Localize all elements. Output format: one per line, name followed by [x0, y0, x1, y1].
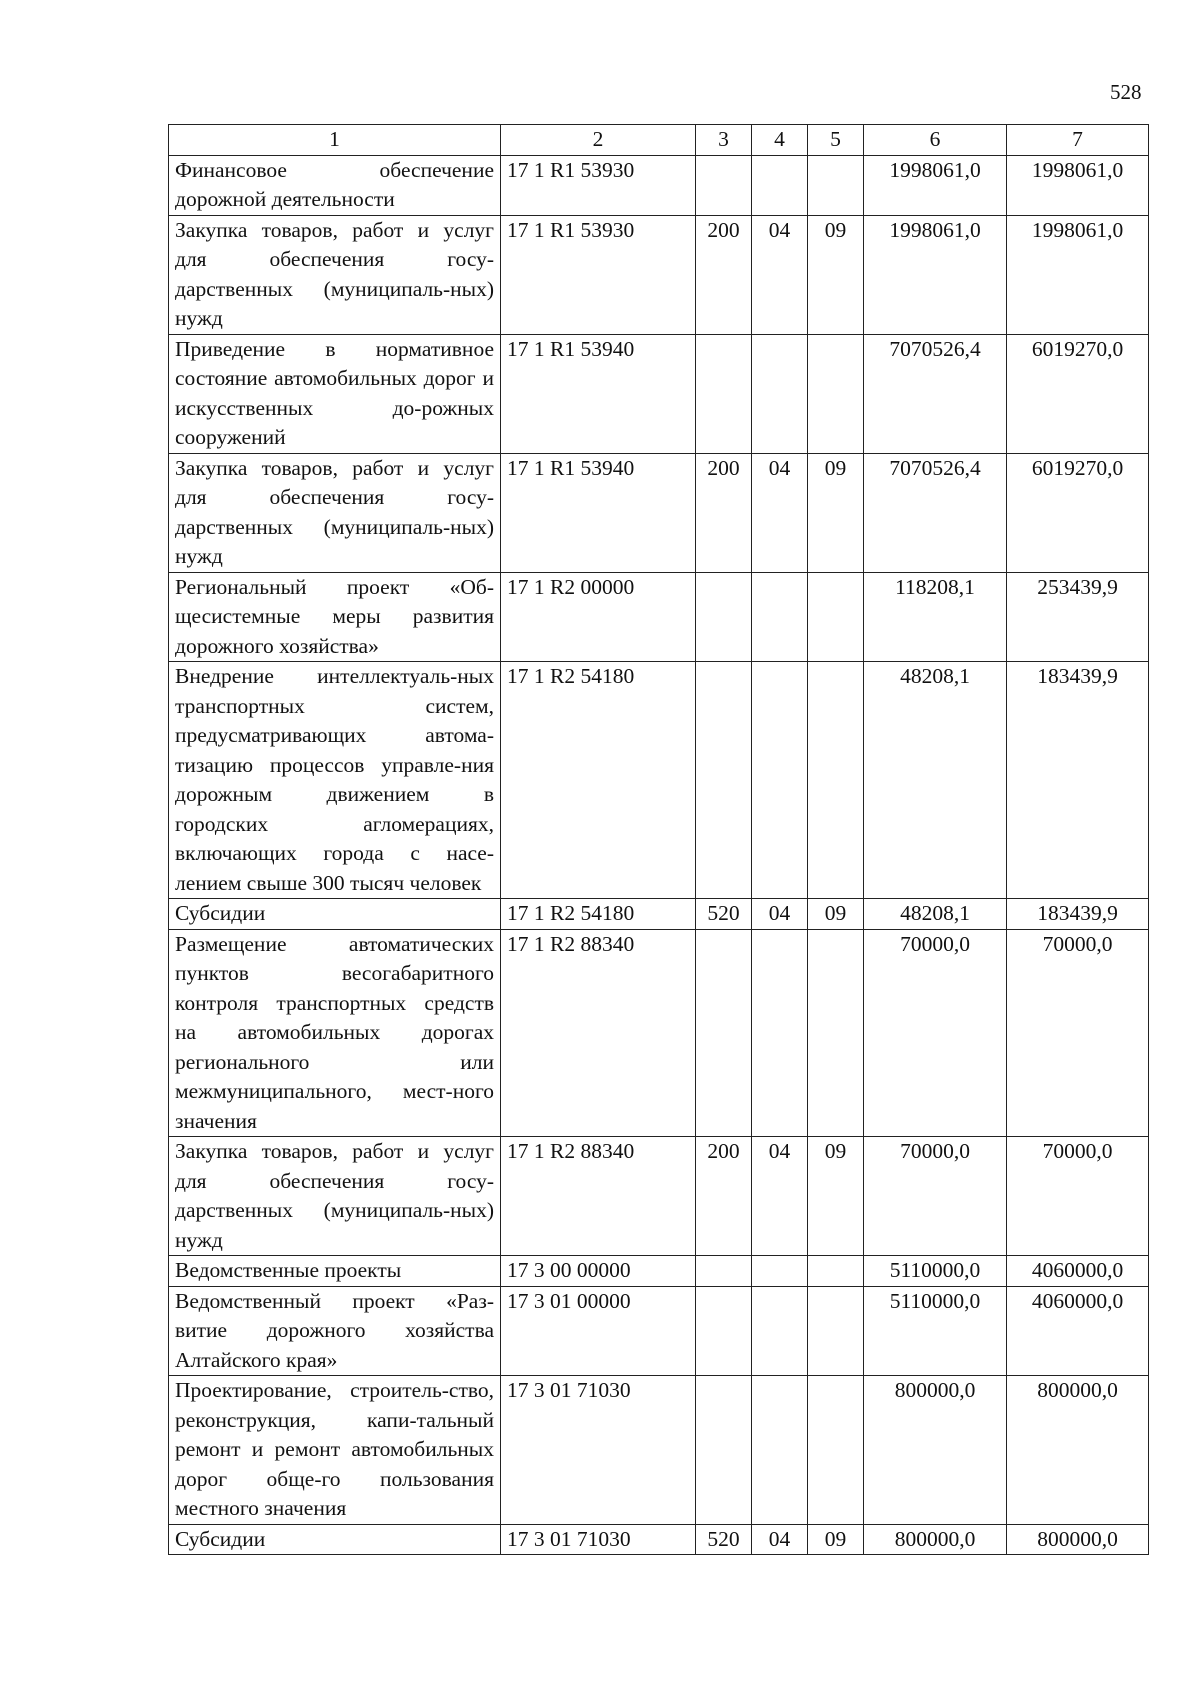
row-name-cell: Ведомственный проект «Раз-витие дорожного хозяйства Алтайского края» [169, 1286, 501, 1376]
row-type-cell: 200 [696, 1137, 752, 1256]
row-subsection-cell: 09 [808, 899, 864, 930]
row-section-cell: 04 [752, 1524, 808, 1555]
row-subsection-cell: 09 [808, 1524, 864, 1555]
row-subsection-cell: 09 [808, 215, 864, 334]
row-subsection-cell: 09 [808, 453, 864, 572]
row-amount-cell: 7070526,4 [864, 334, 1007, 453]
column-header: 7 [1007, 125, 1149, 156]
budget-table [168, 124, 1149, 1555]
row-subsection-cell [808, 1256, 864, 1287]
row-subsection-cell [808, 1286, 864, 1376]
table-row [169, 453, 1149, 572]
row-subsection-cell [808, 929, 864, 1137]
row-amount-cell: 6019270,0 [1007, 334, 1149, 453]
row-code-cell: 17 1 R2 00000 [501, 572, 696, 662]
column-header: 4 [752, 125, 808, 156]
row-name-cell: Размещение автоматических пунктов весогабаритного контроля транспортных средств на автомобильных дорогах регионального или межмуниципального, мест-ного значения [169, 929, 501, 1137]
row-name-cell: Приведение в нормативное состояние автомобильных дорог и искусственных до-рожных сооружений [169, 334, 501, 453]
row-amount-cell: 253439,9 [1007, 572, 1149, 662]
row-type-cell [696, 572, 752, 662]
row-code-cell: 17 1 R1 53940 [501, 453, 696, 572]
column-header: 3 [696, 125, 752, 156]
row-amount-cell: 70000,0 [1007, 929, 1149, 1137]
row-code-cell: 17 1 R2 88340 [501, 1137, 696, 1256]
row-section-cell: 04 [752, 215, 808, 334]
row-amount-cell: 70000,0 [864, 929, 1007, 1137]
row-subsection-cell: 09 [808, 1137, 864, 1256]
row-code-cell: 17 1 R1 53930 [501, 155, 696, 215]
header-row [169, 125, 1149, 156]
table-row [169, 155, 1149, 215]
row-type-cell [696, 334, 752, 453]
row-code-cell: 17 1 R2 88340 [501, 929, 696, 1137]
row-amount-cell: 48208,1 [864, 662, 1007, 899]
row-subsection-cell [808, 155, 864, 215]
column-header: 6 [864, 125, 1007, 156]
row-code-cell: 17 1 R1 53930 [501, 215, 696, 334]
row-section-cell [752, 1376, 808, 1525]
table-row [169, 1524, 1149, 1555]
row-amount-cell: 1998061,0 [1007, 155, 1149, 215]
row-name-cell: Финансовое обеспечение дорожной деятельности [169, 155, 501, 215]
row-type-cell [696, 1256, 752, 1287]
row-name-cell: Проектирование, строитель-ство, реконструкция, капи-тальный ремонт и ремонт автомобильных дорог обще-го пользования местного значения [169, 1376, 501, 1525]
row-section-cell [752, 929, 808, 1137]
table-row [169, 572, 1149, 662]
table-row [169, 334, 1149, 453]
row-type-cell: 200 [696, 453, 752, 572]
row-subsection-cell [808, 1376, 864, 1525]
column-header: 2 [501, 125, 696, 156]
row-section-cell [752, 662, 808, 899]
row-amount-cell: 6019270,0 [1007, 453, 1149, 572]
row-type-cell: 520 [696, 1524, 752, 1555]
table-row [169, 1256, 1149, 1287]
row-section-cell: 04 [752, 1137, 808, 1256]
row-amount-cell: 5110000,0 [864, 1286, 1007, 1376]
row-amount-cell: 5110000,0 [864, 1256, 1007, 1287]
row-amount-cell: 183439,9 [1007, 662, 1149, 899]
row-section-cell [752, 334, 808, 453]
row-name-cell: Закупка товаров, работ и услуг для обеспечения госу-дарственных (муниципаль-ных) нужд [169, 453, 501, 572]
row-name-cell: Субсидии [169, 899, 501, 930]
row-name-cell: Ведомственные проекты [169, 1256, 501, 1287]
row-amount-cell: 70000,0 [864, 1137, 1007, 1256]
row-amount-cell: 48208,1 [864, 899, 1007, 930]
row-section-cell [752, 1256, 808, 1287]
table-row [169, 929, 1149, 1137]
table-row [169, 899, 1149, 930]
row-amount-cell: 1998061,0 [864, 155, 1007, 215]
row-code-cell: 17 1 R2 54180 [501, 662, 696, 899]
row-type-cell [696, 155, 752, 215]
row-name-cell: Внедрение интеллектуаль-ных транспортных систем, предусматривающих автома-тизацию процессов управле-ния дорожным движением в городских агломерациях, включающих города с насе-лением свыше 300 тысяч человек [169, 662, 501, 899]
row-amount-cell: 7070526,4 [864, 453, 1007, 572]
row-code-cell: 17 3 01 71030 [501, 1376, 696, 1525]
row-amount-cell: 800000,0 [1007, 1524, 1149, 1555]
row-amount-cell: 4060000,0 [1007, 1256, 1149, 1287]
row-name-cell: Региональный проект «Об-щесистемные меры развития дорожного хозяйства» [169, 572, 501, 662]
row-type-cell: 520 [696, 899, 752, 930]
row-section-cell [752, 1286, 808, 1376]
row-name-cell: Закупка товаров, работ и услуг для обеспечения госу-дарственных (муниципаль-ных) нужд [169, 215, 501, 334]
row-code-cell: 17 1 R2 54180 [501, 899, 696, 930]
row-type-cell [696, 1286, 752, 1376]
row-type-cell [696, 662, 752, 899]
page-number: 528 [1110, 80, 1142, 104]
row-code-cell: 17 1 R1 53940 [501, 334, 696, 453]
column-header: 1 [169, 125, 501, 156]
row-amount-cell: 1998061,0 [1007, 215, 1149, 334]
row-amount-cell: 4060000,0 [1007, 1286, 1149, 1376]
row-amount-cell: 800000,0 [864, 1376, 1007, 1525]
row-subsection-cell [808, 572, 864, 662]
row-subsection-cell [808, 662, 864, 899]
row-name-cell: Закупка товаров, работ и услуг для обеспечения госу-дарственных (муниципаль-ных) нужд [169, 1137, 501, 1256]
row-amount-cell: 70000,0 [1007, 1137, 1149, 1256]
table-row [169, 215, 1149, 334]
table-row [169, 662, 1149, 899]
row-amount-cell: 800000,0 [1007, 1376, 1149, 1525]
row-code-cell: 17 3 01 00000 [501, 1286, 696, 1376]
row-code-cell: 17 3 01 71030 [501, 1524, 696, 1555]
row-type-cell: 200 [696, 215, 752, 334]
table-body [169, 155, 1149, 1555]
row-section-cell [752, 572, 808, 662]
row-code-cell: 17 3 00 00000 [501, 1256, 696, 1287]
row-amount-cell: 183439,9 [1007, 899, 1149, 930]
row-amount-cell: 118208,1 [864, 572, 1007, 662]
row-section-cell [752, 155, 808, 215]
row-type-cell [696, 1376, 752, 1525]
table-row [169, 1286, 1149, 1376]
row-amount-cell: 1998061,0 [864, 215, 1007, 334]
row-amount-cell: 800000,0 [864, 1524, 1007, 1555]
row-subsection-cell [808, 334, 864, 453]
table-row [169, 1137, 1149, 1256]
row-section-cell: 04 [752, 453, 808, 572]
row-type-cell [696, 929, 752, 1137]
column-header: 5 [808, 125, 864, 156]
table-row [169, 1376, 1149, 1525]
row-section-cell: 04 [752, 899, 808, 930]
row-name-cell: Субсидии [169, 1524, 501, 1555]
